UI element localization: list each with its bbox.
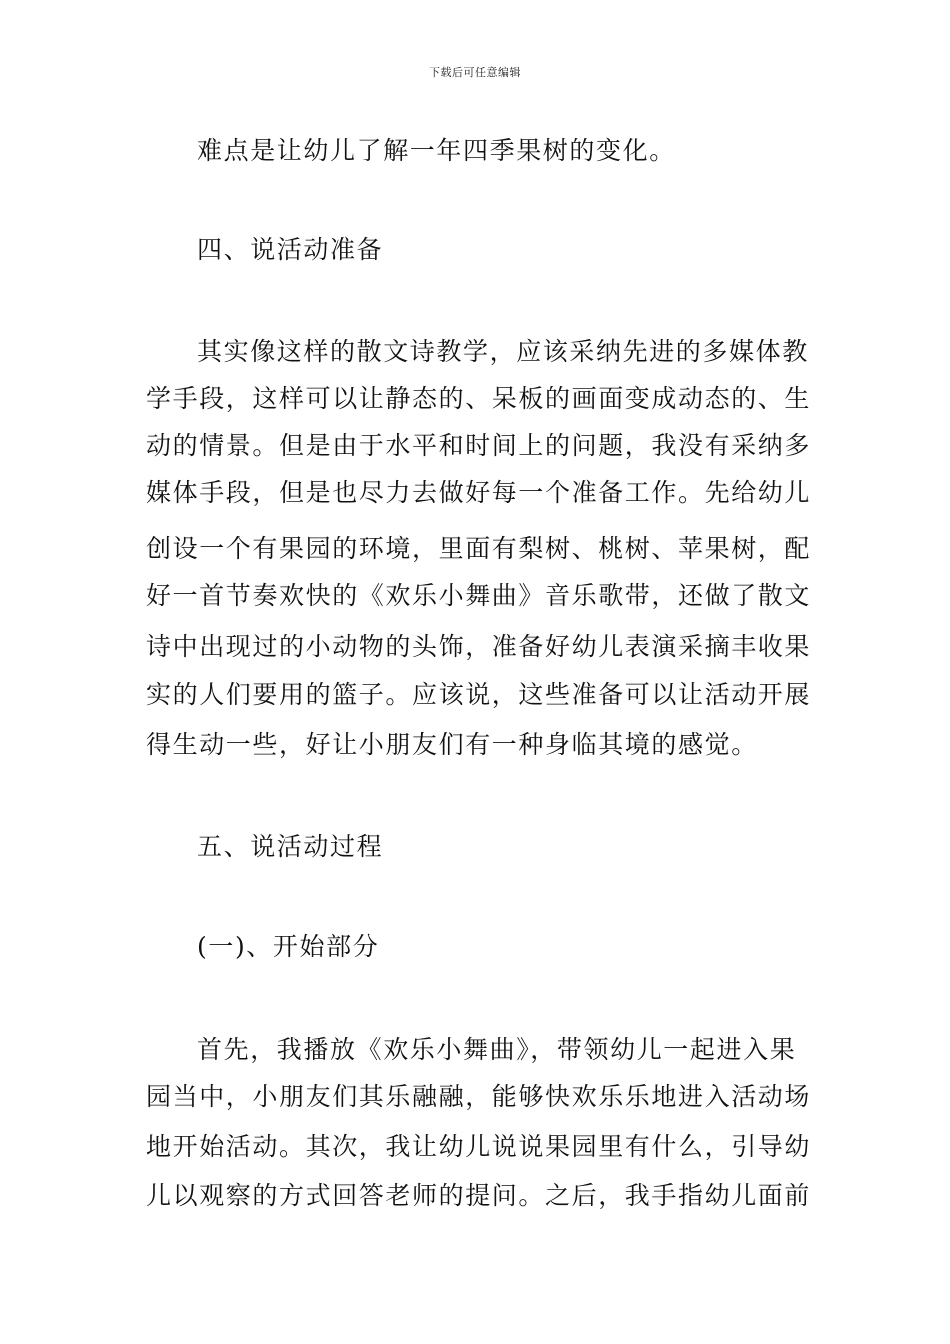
text-line: 难点是让幼儿了解一年四季果树的变化。 xyxy=(197,136,676,165)
text-line: 好一首节奏欢快的《欢乐小舞曲》音乐歌带，还做了散文 xyxy=(146,581,812,610)
sub-heading: (一)、开始部分 xyxy=(197,932,380,961)
section-heading: 五、说活动过程 xyxy=(197,832,384,861)
text-line: 动的情景。但是由于水平和时间上的问题，我没有采纳多 xyxy=(146,431,812,460)
text-line: 园当中，小朋友们其乐融融，能够快欢乐乐地进入活动场 xyxy=(146,1082,812,1111)
section-heading: 四、说活动准备 xyxy=(197,235,384,264)
text-line: 其实像这样的散文诗教学，应该采纳先进的多媒体教 xyxy=(197,337,809,366)
text-line: 学手段，这样可以让静态的、呆板的画面变成动态的、生 xyxy=(146,384,812,413)
text-line: 首先，我播放《欢乐小舞曲》，带领幼儿一起进入果 xyxy=(197,1035,797,1064)
text-line: 创设一个有果园的环境，里面有梨树、桃树、苹果树，配 xyxy=(146,534,812,563)
header-note: 下载后可任意编辑 xyxy=(429,66,521,79)
text-line: 媒体手段，但是也尽力去做好每一个准备工作。先给幼儿 xyxy=(146,478,812,507)
text-line: 得生动一些，好让小朋友们有一种身临其境的感觉。 xyxy=(146,730,758,759)
text-line: 实的人们要用的篮子。应该说，这些准备可以让活动开展 xyxy=(146,680,812,709)
text-line: 诗中出现过的小动物的头饰，准备好幼儿表演采摘丰收果 xyxy=(146,632,812,661)
text-line: 儿以观察的方式回答老师的提问。之后，我手指幼儿面前 xyxy=(146,1181,812,1210)
text-line: 地开始活动。其次，我让幼儿说说果园里有什么，引导幼 xyxy=(146,1132,812,1161)
